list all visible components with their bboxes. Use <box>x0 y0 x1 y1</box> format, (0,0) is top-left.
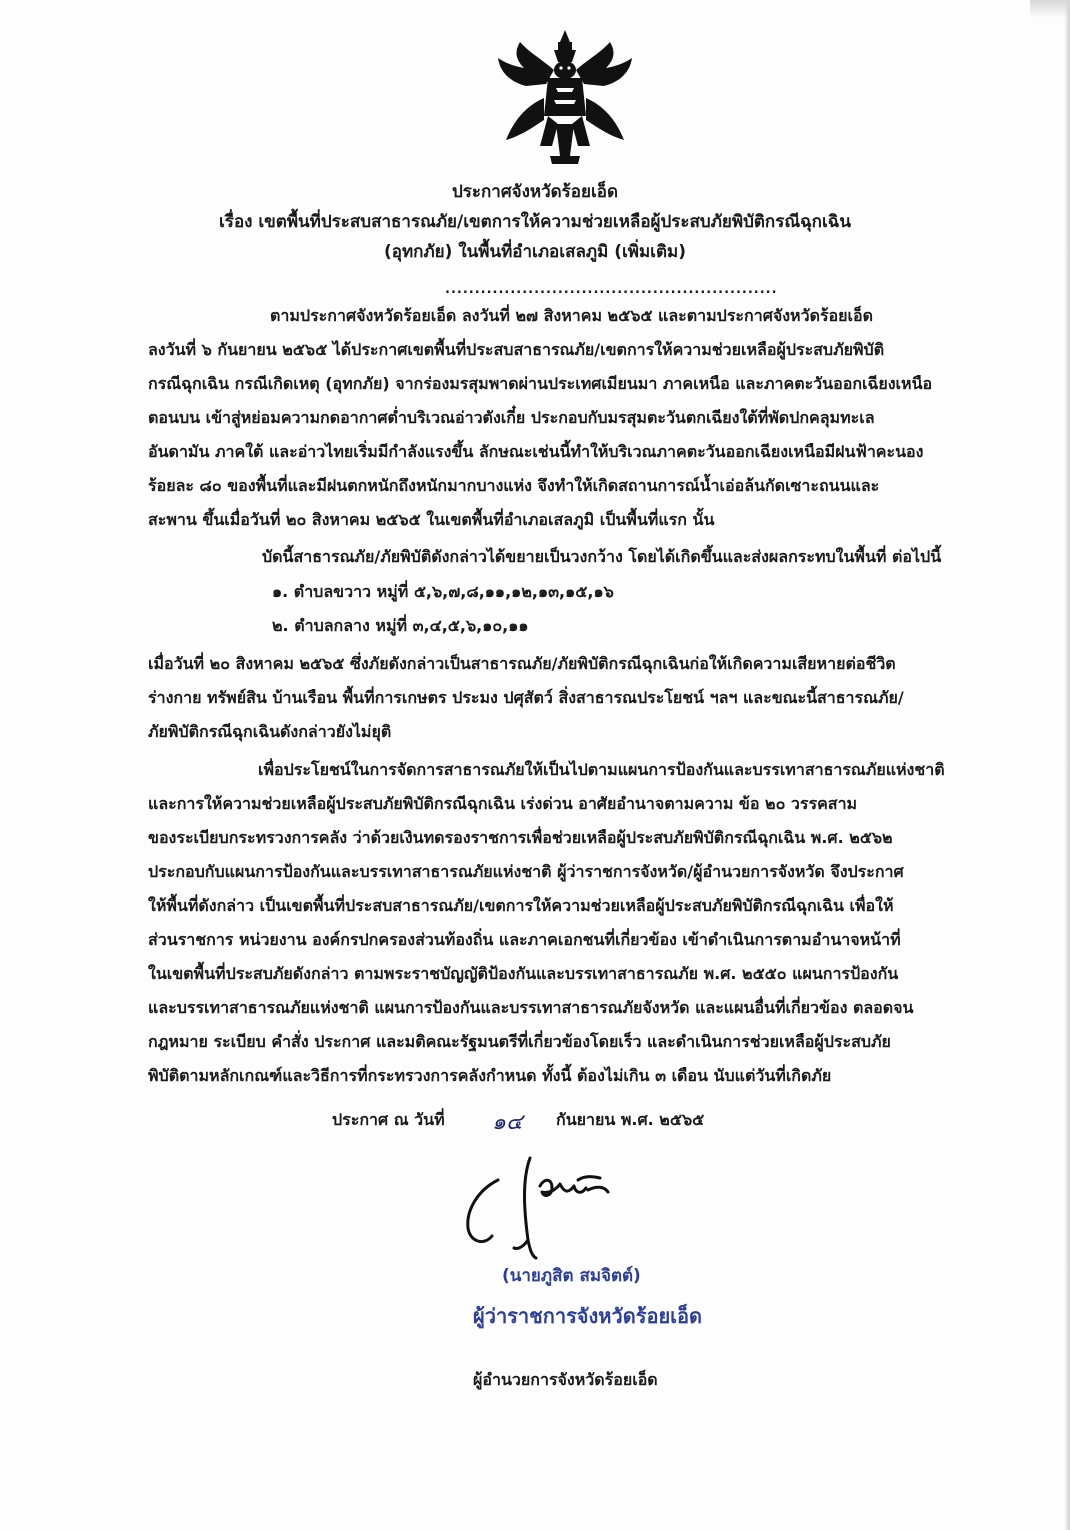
affected-area-item: ๒. ตำบลกลาง หมู่ที่ ๓,๔,๕,๖,๑๐,๑๑ <box>272 616 529 635</box>
paragraph1-line: กรณีฉุกเฉิน กรณีเกิดเหตุ (อุทกภัย) จากร่องมรสุมพาดผ่านประเทศเมียนมา ภาคเหนือ และภาคตะวันออกเฉียงเหนือ <box>148 374 933 393</box>
subject-line-2: (อุทกภัย) ในพื้นที่อำเภอเสลภูมิ (เพิ่มเติม) <box>383 242 687 262</box>
paragraph3-line: ภัยพิบัติกรณีฉุกเฉินดังกล่าวยังไม่ยุติ <box>148 722 392 741</box>
paragraph4-line: และบรรเทาสาธารณภัยแห่งชาติ แผนการป้องกันและบรรเทาสาธารณภัยจังหวัด และแผนอื่นที่เกี่ยวข้อง ตลอดจน <box>148 998 914 1017</box>
paragraph1-line: ลงวันที่ ๖ กันยายน ๒๕๖๕ ได้ประกาศเขตพื้นที่ประสบสาธารณภัย/เขตการให้ความช่วยเหลือผู้ประสบภัยพิบัติ <box>148 340 885 359</box>
announcement-title: ประกาศจังหวัดร้อยเอ็ด <box>451 182 619 202</box>
scan-edge-shadow <box>1064 0 1070 1530</box>
date-day-handwritten: ๑๔ <box>492 1110 523 1135</box>
signatory-title: ผู้ว่าราชการจังหวัดร้อยเอ็ด <box>473 1304 703 1328</box>
date-month-year: กันยายน พ.ศ. ๒๕๖๕ <box>556 1110 705 1129</box>
paragraph4-line: พิบัติตามหลักเกณฑ์และวิธีการที่กระทรวงการคลังกำหนด ทั้งนี้ ต้องไม่เกิน ๓ เดือน นับแต่วันที่เกิดภัย <box>148 1066 832 1085</box>
paragraph4-line: เพื่อประโยชน์ในการจัดการสาธารณภัยให้เป็นไปตามแผนการป้องกันและบรรเทาสาธารณภัยแห่งชาติ <box>258 760 945 779</box>
affected-area-item: ๑. ตำบลขวาว หมู่ที่ ๕,๖,๗,๘,๑๑,๑๒,๑๓,๑๕,๑๖ <box>272 582 614 601</box>
separator: ........................................................ <box>445 282 778 297</box>
paragraph1-line: ร้อยละ ๘๐ ของพื้นที่และมีฝนตกหนักถึงหนักมากบางแห่ง จึงทำให้เกิดสถานการณ์น้ำเอ่อล้นกัดเซาะถนนและ <box>148 476 880 495</box>
paragraph3-line: เมื่อวันที่ ๒๐ สิงหาคม ๒๕๖๕ ซึ่งภัยดังกล่าวเป็นสาธารณภัย/ภัยพิบัติกรณีฉุกเฉินก่อให้เกิดความเสียหายต่อชีวิต <box>148 654 896 673</box>
paragraph4-line: ของระเบียบกระทรวงการคลัง ว่าด้วยเงินทดรองราชการเพื่อช่วยเหลือผู้ประสบภัยพิบัติกรณีฉุกเฉิน พ.ศ. ๒๕๖๒ <box>148 828 893 847</box>
paragraph4-line: ประกอบกับแผนการป้องกันและบรรเทาสาธารณภัยแห่งชาติ ผู้ว่าราชการจังหวัด/ผู้อำนวยการจังหวัด จึงประกาศ <box>148 862 904 881</box>
paragraph1-line: ตอนบน เข้าสู่หย่อมความกดอากาศต่ำบริเวณอ่าวตังเกี๋ย ประกอบกับมรสุมตะวันตกเฉียงใต้ที่พัดปกคลุมทะเล <box>148 408 875 427</box>
garuda-emblem-icon <box>490 28 640 168</box>
paragraph4-line: ส่วนราชการ หน่วยงาน องค์กรปกครองส่วนท้องถิ่น และภาคเอกชนที่เกี่ยวข้อง เข้าดำเนินการตามอำนาจหน้าที่ <box>148 930 901 949</box>
paragraph4-line: กฎหมาย ระเบียบ คำสั่ง ประกาศ และมติคณะรัฐมนตรีที่เกี่ยวข้องโดยเร็ว และดำเนินการช่วยเหลือผู้ประสบภัย <box>148 1032 891 1051</box>
date-prefix: ประกาศ ณ วันที่ <box>332 1110 445 1129</box>
paragraph4-line: และการให้ความช่วยเหลือผู้ประสบภัยพิบัติกรณีฉุกเฉิน เร่งด่วน อาศัยอำนาจตามความ ข้อ ๒๐ วรรคสาม <box>148 794 858 813</box>
scan-corner-shadow <box>1030 0 1070 18</box>
handwritten-signature-icon <box>458 1150 638 1260</box>
signatory-role: ผู้อำนวยการจังหวัดร้อยเอ็ด <box>473 1370 658 1389</box>
paragraph1-line: อันดามัน ภาคใต้ และอ่าวไทยเริ่มมีกำลังแรงขึ้น ลักษณะเช่นนี้ทำให้บริเวณภาคตะวันออกเฉียงเหนือมีฝนฟ้าคะนอง <box>148 442 924 461</box>
paragraph4-line: ให้พื้นที่ดังกล่าว เป็นเขตพื้นที่ประสบสาธารณภัย/เขตการให้ความช่วยเหลือผู้ประสบภัยพิบัติกรณีฉุกเฉิน เพื่อให้ <box>148 896 894 915</box>
paragraph3-line: ร่างกาย ทรัพย์สิน บ้านเรือน พื้นที่การเกษตร ประมง ปศุสัตว์ สิ่งสาธารณประโยชน์ ฯลฯ และขณะนี้สาธารณภัย/ <box>148 688 904 707</box>
subject-line-1: เรื่อง เขตพื้นที่ประสบสาธารณภัย/เขตการให้ความช่วยเหลือผู้ประสบภัยพิบัติกรณีฉุกเฉิน <box>219 212 851 232</box>
paragraph1-line: สะพาน ขึ้นเมื่อวันที่ ๒๐ สิงหาคม ๒๕๖๕ ในเขตพื้นที่อำเภอเสลภูมิ เป็นพื้นที่แรก นั้น <box>148 510 715 529</box>
paragraph4-line: ในเขตพื้นที่ประสบภัยดังกล่าว ตามพระราชบัญญัติป้องกันและบรรเทาสาธารณภัย พ.ศ. ๒๕๕๐ แผนการป้องกัน <box>148 964 899 983</box>
paragraph2-intro: บัดนี้สาธารณภัย/ภัยพิบัติดังกล่าวได้ขยายเป็นวงกว้าง โดยได้เกิดขึ้นและส่งผลกระทบในพื้นที่ ต่อไปนี้ <box>262 547 942 566</box>
signatory-name: (นายภูสิต สมจิตต์) <box>502 1266 641 1286</box>
paragraph1-line: ตามประกาศจังหวัดร้อยเอ็ด ลงวันที่ ๒๗ สิงหาคม ๒๕๖๕ และตามประกาศจังหวัดร้อยเอ็ด <box>270 306 874 325</box>
